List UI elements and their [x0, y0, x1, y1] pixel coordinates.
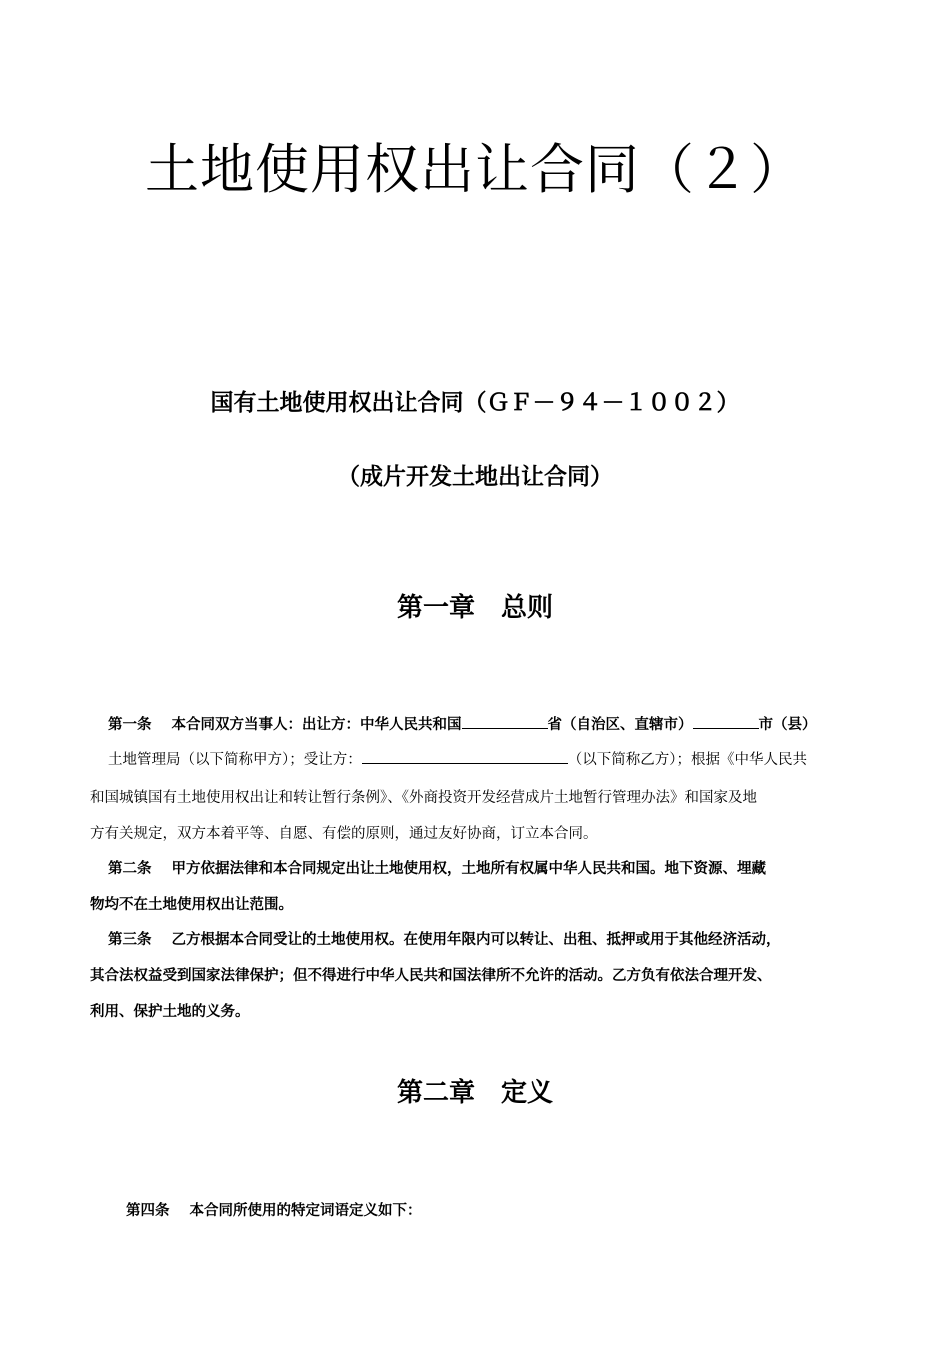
chapter-1-heading: 第一章 总则 [396, 593, 553, 623]
article-1-line-2 [108, 747, 807, 772]
article-1-line-1 [108, 712, 817, 737]
article-1-line-2a: 土地管理局（以下简称甲方）；受让方： [108, 752, 362, 768]
contract-code-subtitle: 国有土地使用权出让合同（ＧＦ－９４－１００２） [210, 389, 740, 416]
province-blank [462, 712, 548, 729]
article-1-label: 第一条 [108, 716, 152, 733]
article-4-text: 本合同所使用的特定词语定义如下： [189, 1202, 422, 1219]
article-1-line-2b: （以下简称乙方）；根据《中华人民共 [567, 752, 807, 768]
article-4-label: 第四条 [126, 1202, 170, 1219]
article-1-text-b: 省（自治区、直辖市） [547, 716, 693, 733]
chapter-2-heading: 第二章 定义 [396, 1078, 553, 1108]
article-1-line-4: 方有关规定，双方本着平等、自愿、有偿的原则，通过友好协商，订立本合同。 [90, 826, 598, 842]
article-2-text-1: 甲方依据法律和本合同规定出让土地使用权，土地所有权属中华人民共和国。地下资源、埋藏 [171, 860, 766, 877]
article-3-label: 第三条 [108, 931, 152, 948]
article-1-text-c: 市（县） [758, 716, 817, 733]
article-1-line-3: 和国城镇国有土地使用权出让和转让暂行条例》、《外商投资开发经营成片土地暂行管理办法》和国家及地 [90, 790, 757, 806]
article-2-line-2: 物均不在土地使用权出让范围。 [90, 896, 293, 913]
article-1-text-a: 本合同双方当事人：出让方：中华人民共和国 [171, 716, 462, 733]
contract-type-subtitle: （成片开发土地出让合同） [337, 463, 613, 490]
article-3-line-1 [108, 928, 781, 952]
city-blank [693, 712, 759, 729]
document-title: 土地使用权出让合同（２） [145, 138, 805, 201]
article-3-text-1: 乙方根据本合同受让的土地使用权。在使用年限内可以转让、出租、抵押或用于其他经济活动， [171, 931, 781, 948]
article-2-line-1 [108, 857, 766, 881]
article-2-label: 第二条 [108, 860, 152, 877]
article-4-line [126, 1199, 422, 1223]
article-3-line-3: 利用、保护土地的义务。 [90, 1003, 250, 1020]
transferee-blank [362, 747, 568, 764]
article-3-line-2: 其合法权益受到国家法律保护；但不得进行中华人民共和国法律所不允许的活动。乙方负有依法合理开发、 [90, 967, 772, 984]
